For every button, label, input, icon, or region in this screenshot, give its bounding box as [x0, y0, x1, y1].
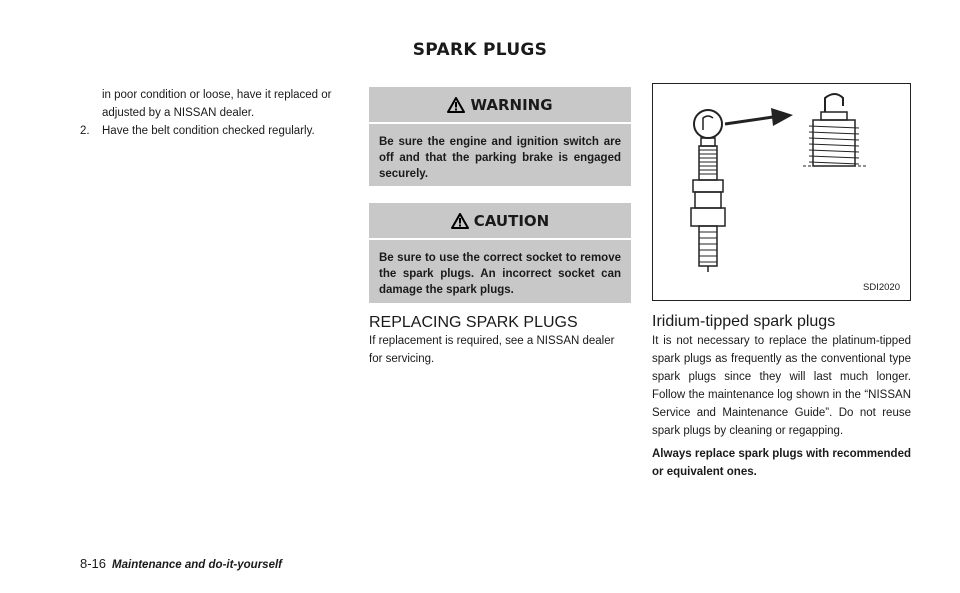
warning-box [369, 87, 631, 186]
spark-plug-illustration [653, 84, 910, 300]
caution-title: CAUTION [473, 211, 550, 230]
item-text: Have the belt condition checked regularly. [102, 125, 315, 137]
caution-triangle-icon [451, 213, 469, 229]
warning-header [369, 87, 631, 124]
page-footer [80, 556, 282, 571]
list-item [80, 122, 350, 140]
caution-text: Be sure to use the correct socket to remove the spark plugs. An incorrect socket can damage the spark plugs. [379, 252, 621, 296]
page-number: 8-16 [80, 556, 107, 571]
chapter-title: Maintenance and do-it-yourself [112, 559, 282, 571]
caution-box [369, 203, 631, 303]
iridium-bold-text: Always replace spark plugs with recommended or equivalent ones. [652, 448, 911, 478]
replacing-heading: REPLACING SPARK PLUGS [369, 314, 578, 331]
replacing-text: If replacement is required, see a NISSAN dealer for servicing. [369, 335, 615, 365]
iridium-text: It is not necessary to replace the platinum-tipped spark plugs as frequently as the conventional type spark plugs since they will last much longer. Follow the maintenance log shown in the “NISSAN Service and Maintenance Guide”. Do not reuse spark plugs by cleaning or regapping. [652, 335, 911, 437]
section-title: SPARK PLUGS [412, 40, 548, 60]
continuation-text: in poor condition or loose, have it replaced or adjusted by a NISSAN dealer. [102, 89, 332, 119]
iridium-body [652, 332, 911, 486]
item-number: 2. [80, 125, 90, 137]
left-column [80, 86, 350, 140]
figure-code: SDI2020 [863, 282, 900, 293]
warning-triangle-icon [447, 97, 465, 113]
caution-header [369, 203, 631, 240]
spark-plug-figure [652, 83, 911, 301]
warning-text: Be sure the engine and ignition switch are off and that the parking brake is engaged securely. [379, 136, 621, 180]
iridium-heading: Iridium-tipped spark plugs [652, 313, 836, 330]
warning-title: WARNING [470, 95, 553, 114]
